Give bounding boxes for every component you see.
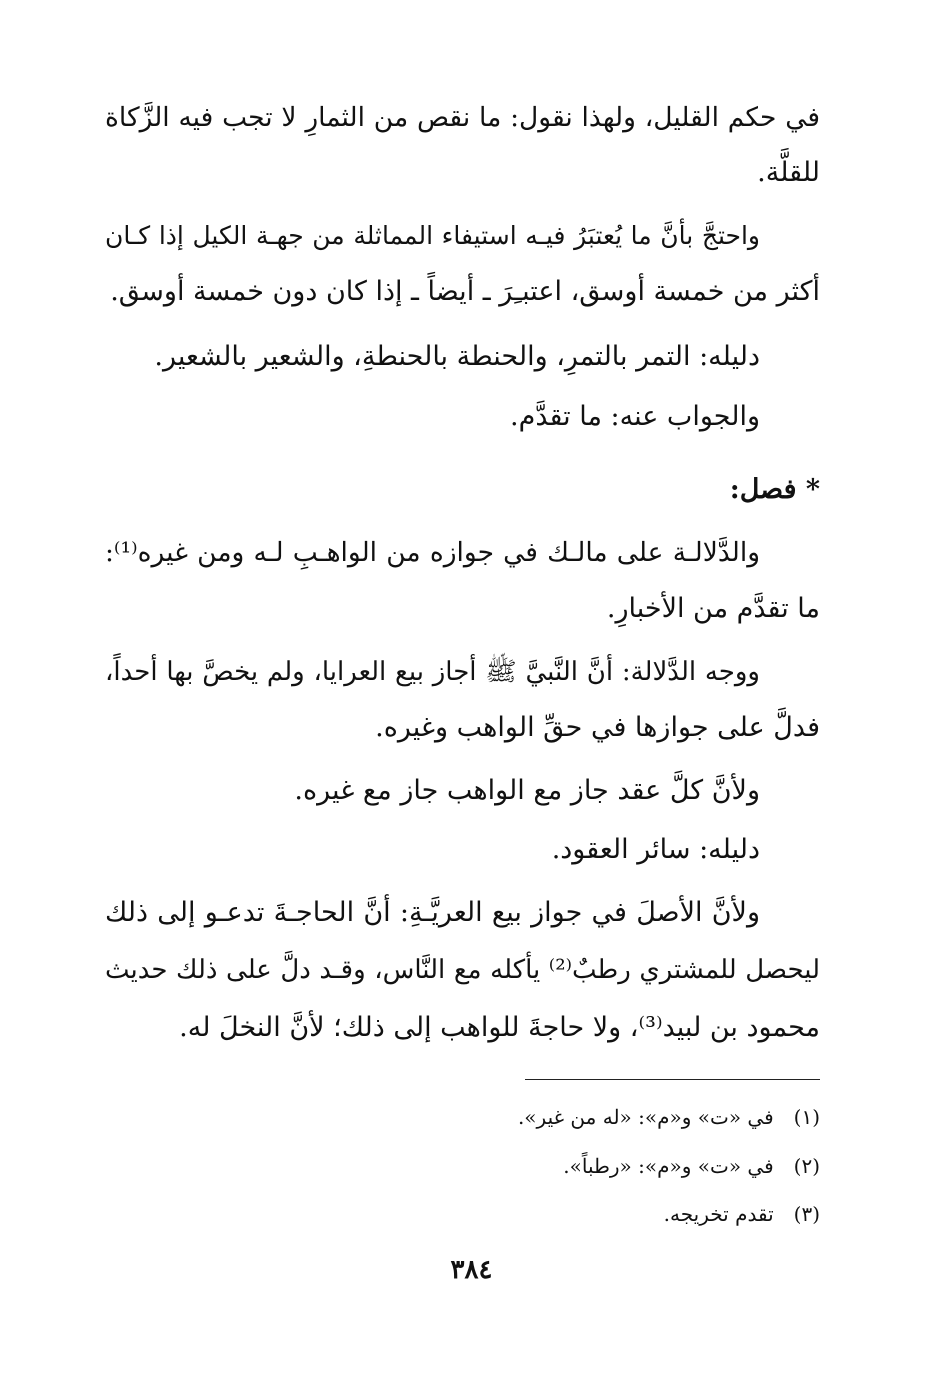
footnote-text: في «ت» و«م»: «رطباً». (563, 1154, 774, 1178)
body-line-14: ولأنَّ الأصلَ في جواز بيع العريَّـةِ: أنَّ الحاجـةَ تدعـو إلى ذلك (105, 897, 760, 928)
footnote-2 (563, 1151, 820, 1181)
footnote-number: (١) (793, 1105, 820, 1129)
body-line-11: فدلَّ على جوازها في حقِّ الواهب وغيره. (375, 712, 820, 743)
footnote-1 (518, 1102, 820, 1132)
footnote-text: في «ت» و«م»: «له من غير». (517, 1105, 774, 1129)
body-line-4: أكثر من خمسة أوسق، اعتبـِرَ ـ أيضاً ـ إذا كان دون خمسة أوسق. (110, 276, 820, 307)
footnote-3 (664, 1199, 820, 1229)
body-line-3: واحتجَّ بأنَّ ما يُعتبَرُ فيـه استيفاء المماثلة من جهـة الكيل إذا كـان (105, 221, 760, 250)
body-line-6: والجواب عنه: ما تقدَّم. (510, 401, 760, 432)
body-line-2: للقلَّة. (757, 157, 820, 188)
footnote-number: (٣) (793, 1202, 820, 1226)
body-line-5: دليله: التمر بالتمرِ، والحنطة بالحنطةِ، والشعير بالشعير. (154, 341, 760, 372)
page-number: ٣٨٤ (450, 1255, 493, 1285)
body-line-15: ليحصل للمشتري رطبٌ⁽²⁾ يأكله مع النَّاس، وقـد دلَّ على ذلك حديث (105, 955, 820, 985)
body-line-9: ما تقدَّم من الأخبارِ. (606, 593, 820, 624)
body-line-8: والدَّلالـة على مالـك في جوازه من الواهـبِ لـه ومن غيره⁽¹⁾: (105, 537, 760, 568)
footnote-number: (٢) (793, 1154, 820, 1178)
body-line-10: ووجه الدَّلالة: أنَّ النَّبيَّ ﷺ أجاز بيع العرايا، ولم يخصَّ بها أحداً، (105, 657, 760, 687)
section-heading: * فصل: (729, 474, 820, 505)
body-line-16: محمود بن لبيد⁽³⁾، ولا حاجةَ للواهب إلى ذلك؛ لأنَّ النخلَ له. (179, 1012, 820, 1043)
footnote-divider (525, 1079, 820, 1080)
footnote-text: تقدم تخريجه. (663, 1202, 774, 1226)
body-line-12: ولأنَّ كلَّ عقد جاز مع الواهب جاز مع غيره. (294, 775, 760, 806)
body-line-1: في حكم القليل، ولهذا نقول: ما نقص من الثمارِ لا تجب فيه الزَّكاة (105, 102, 820, 133)
body-line-13: دليله: سائر العقود. (551, 834, 760, 865)
